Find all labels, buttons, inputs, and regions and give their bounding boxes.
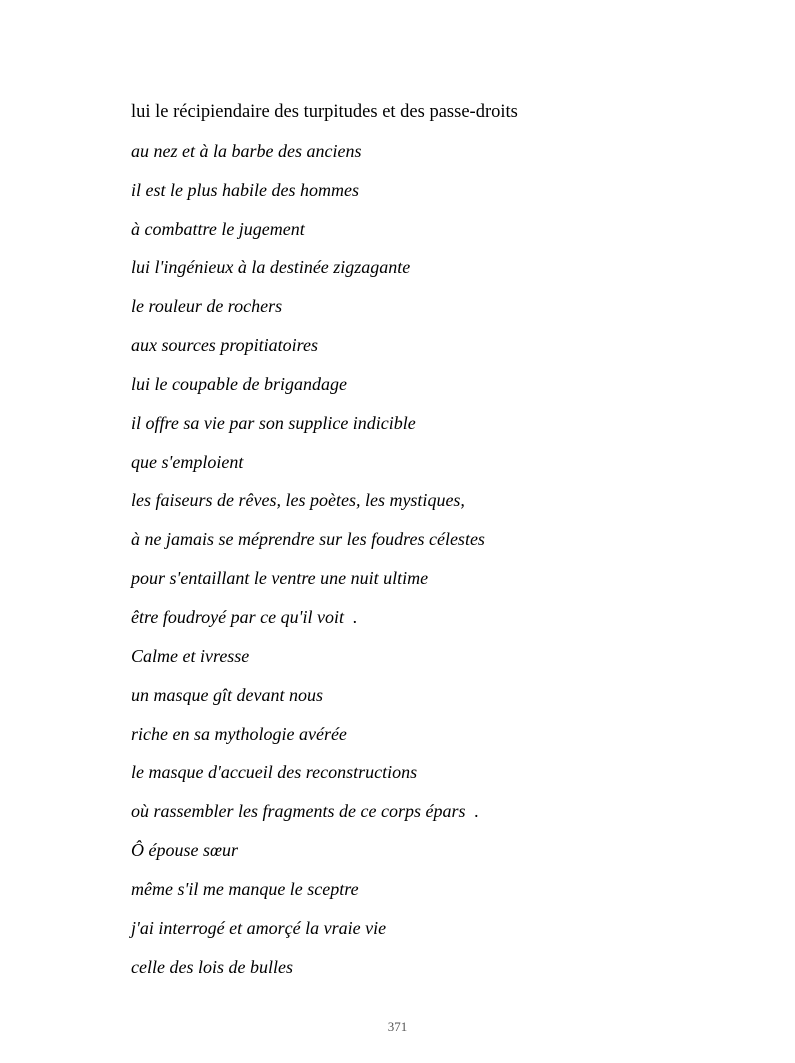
poem-line: un masque gît devant nous xyxy=(131,684,323,705)
poem-line: lui le coupable de brigandage xyxy=(131,373,347,394)
poem-line: il est le plus habile des hommes xyxy=(131,179,359,200)
poem-line: pour s'entaillant le ventre une nuit ultime xyxy=(131,568,429,589)
poem-line: être foudroyé par ce qu'il voit . xyxy=(131,606,358,627)
poem-line: le rouleur de rochers xyxy=(131,296,283,317)
poem-line: à combattre le jugement xyxy=(131,218,305,239)
poem-line: il offre sa vie par son supplice indicible xyxy=(131,412,416,433)
poem-line: où rassembler les fragments de ce corps épars . xyxy=(131,801,479,822)
poem-line: j'ai interrogé et amorçé la vraie vie xyxy=(131,917,387,938)
poem-line: celle des lois de bulles xyxy=(131,956,293,977)
poem-line: à ne jamais se méprendre sur les foudres célestes xyxy=(131,529,485,550)
poem-line: lui le récipiendaire des turpitudes et des passe-droits xyxy=(131,102,518,122)
poem-line: riche en sa mythologie avérée xyxy=(131,723,347,744)
poem-line: lui l'ingénieux à la destinée zigzagante xyxy=(131,257,411,278)
poem-line: que s'emploient xyxy=(131,451,244,472)
poem-line: au nez et à la barbe des anciens xyxy=(131,140,362,161)
poem-text xyxy=(131,100,751,993)
poem-line: le masque d'accueil des reconstructions xyxy=(131,762,418,783)
poem-line: les faiseurs de rêves, les poètes, les mystiques, xyxy=(131,490,465,511)
page-number: 371 xyxy=(387,1019,408,1034)
poem-line: Ô épouse sœur xyxy=(131,840,238,861)
poem-line: même s'il me manque le sceptre xyxy=(131,878,359,899)
poem-line: aux sources propitiatoires xyxy=(131,335,318,356)
poem-line: Calme et ivresse xyxy=(131,645,250,666)
